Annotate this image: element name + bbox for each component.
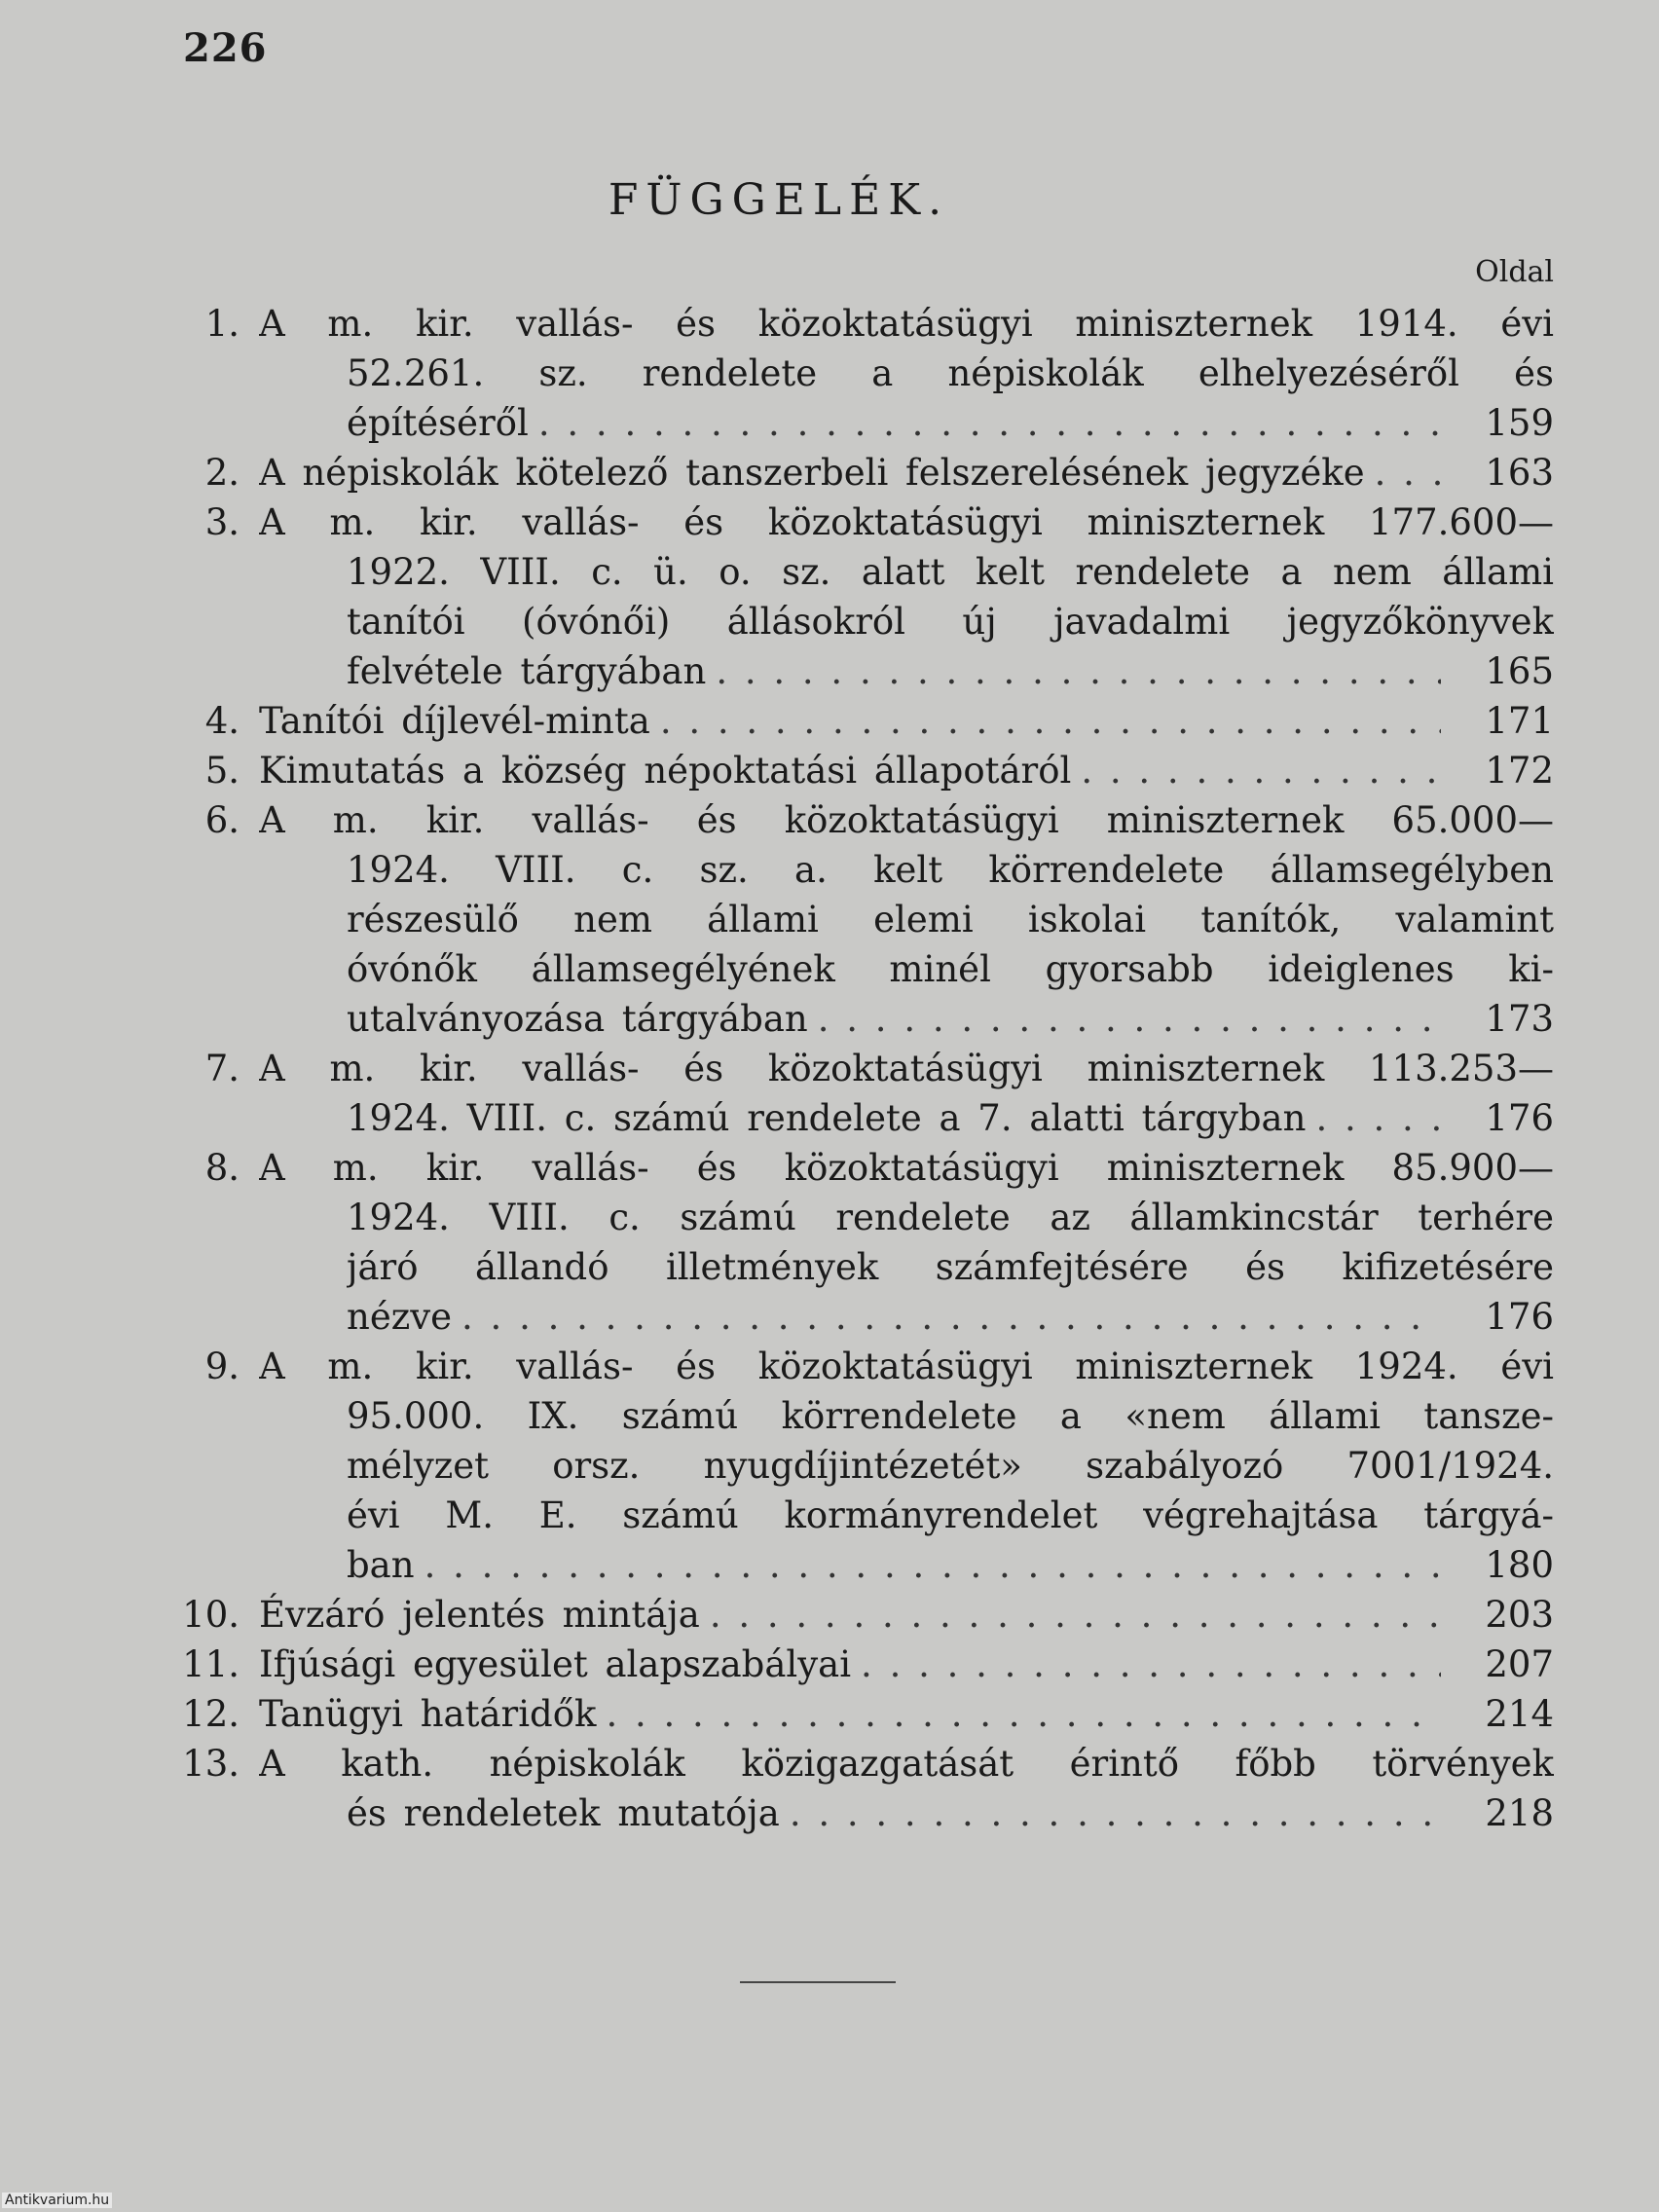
toc-entry-text: évi M. E. számú kormányrendelet végrehajtása tárgyá-	[347, 1494, 1554, 1536]
toc-entry	[166, 1342, 1554, 1590]
toc-entry-text-final: utalványozása tárgyában	[347, 998, 808, 1040]
toc-page-number: 203	[1485, 1594, 1554, 1636]
page-column-header: Oldal	[1475, 255, 1554, 289]
toc-entry-text-final: 1924. VIII. c. számú rendelete a 7. alatti tárgyban	[347, 1097, 1307, 1139]
toc-entry-text: tanítói (óvónői) állásokról új javadalmi jegyzőkönyvek	[347, 601, 1554, 643]
toc-entry	[166, 1739, 1554, 1838]
toc-line	[166, 895, 1554, 944]
toc-line	[166, 845, 1554, 895]
toc-entry-text: részesülő nem állami elemi iskolai tanítók, valamint	[347, 899, 1554, 940]
toc-entry-text	[259, 1590, 1441, 1640]
dot-leader	[710, 1590, 1441, 1640]
toc-entry-text-final: felvétele tárgyában	[347, 650, 707, 692]
toc-entry-text: A m. kir. vallás- és közoktatásügyi miniszternek 85.900—	[259, 1147, 1554, 1189]
toc-entry-number: 8.	[204, 1147, 240, 1189]
toc-entry-number: 4.	[204, 700, 240, 742]
toc-entry	[166, 795, 1554, 1044]
toc-entry-number: 13.	[182, 1743, 240, 1785]
table-of-contents	[166, 299, 1554, 1838]
toc-entry-number: 6.	[204, 799, 240, 841]
toc-line	[166, 1292, 1554, 1342]
toc-entry-text: A kath. népiskolák közigazgatását érintő főbb törvények	[259, 1743, 1554, 1785]
toc-entry-text	[347, 1540, 1441, 1590]
dot-leader	[606, 1689, 1441, 1739]
toc-entry	[166, 299, 1554, 448]
toc-entry-text	[347, 1788, 1441, 1838]
toc-entry	[166, 1640, 1554, 1689]
toc-entry-text: A m. kir. vallás- és közoktatásügyi miniszternek 1924. évi	[259, 1346, 1554, 1387]
toc-line	[166, 1739, 1554, 1788]
toc-line	[166, 1441, 1554, 1491]
toc-entry-text	[259, 1689, 1441, 1739]
toc-line	[166, 1491, 1554, 1540]
toc-entry-text: A m. kir. vallás- és közoktatásügyi miniszternek 65.000—	[259, 799, 1554, 841]
toc-entry-text	[259, 448, 1441, 498]
toc-entry-text: A m. kir. vallás- és közoktatásügyi miniszternek 177.600—	[259, 501, 1554, 543]
toc-entry	[166, 1143, 1554, 1342]
toc-entry-text	[347, 1093, 1441, 1143]
toc-entry-text	[347, 1292, 1441, 1342]
toc-entry-text-final: Kimutatás a község népoktatási állapotáról	[259, 750, 1072, 792]
toc-line	[166, 1342, 1554, 1391]
toc-entry-text-final: Évzáró jelentés mintája	[259, 1594, 700, 1636]
toc-page-number: 171	[1485, 700, 1554, 742]
toc-entry-text: 1924. VIII. c. számú rendelete az államkincstár terhére	[347, 1197, 1554, 1238]
toc-entry-text-final: nézve	[347, 1296, 453, 1338]
toc-line	[166, 944, 1554, 994]
toc-line	[166, 398, 1554, 448]
toc-line	[166, 1590, 1554, 1640]
toc-page-number: 180	[1485, 1544, 1554, 1586]
toc-entry-text: 1922. VIII. c. ü. o. sz. alatt kelt rendelete a nem állami	[347, 551, 1554, 593]
toc-line	[166, 696, 1554, 746]
toc-line	[166, 746, 1554, 795]
toc-entry	[166, 696, 1554, 746]
toc-entry-text-final: építéséről	[347, 402, 529, 444]
toc-page-number: 214	[1485, 1693, 1554, 1735]
toc-entry-number: 10.	[182, 1594, 240, 1636]
toc-entry-text-final: Tanügyi határidők	[259, 1693, 597, 1735]
toc-line	[166, 597, 1554, 646]
toc-page-number: 172	[1485, 750, 1554, 792]
watermark: Antikvarium.hu	[2, 2193, 112, 2208]
toc-entry-text: mélyzet orsz. nyugdíjintézetét» szabályozó 7001/1924.	[347, 1445, 1554, 1487]
dot-leader	[461, 1292, 1441, 1342]
toc-page-number: 218	[1485, 1792, 1554, 1834]
page-number: 226	[183, 25, 268, 71]
toc-entry-number: 2.	[204, 452, 240, 494]
dot-leader	[790, 1788, 1441, 1838]
toc-entry-text: óvónők államsegélyének minél gyorsabb ideiglenes ki-	[347, 948, 1554, 990]
dot-leader	[1375, 448, 1441, 498]
toc-entry-text: járó állandó illetmények számfejtésére és kifizetésére	[347, 1246, 1554, 1288]
toc-line	[166, 349, 1554, 398]
toc-entry-text-final: A népiskolák kötelező tanszerbeli felszerelésének jegyzéke	[259, 452, 1365, 494]
toc-page-number: 176	[1485, 1296, 1554, 1338]
toc-page-number: 165	[1485, 650, 1554, 692]
toc-entry-text	[259, 696, 1441, 746]
toc-line	[166, 1640, 1554, 1689]
toc-entry-text	[347, 646, 1441, 696]
toc-page-number: 207	[1485, 1643, 1554, 1685]
page-title: FÜGGELÉK.	[608, 175, 950, 225]
dot-leader	[538, 398, 1441, 448]
toc-line	[166, 547, 1554, 597]
toc-entry	[166, 746, 1554, 795]
toc-entry-text	[259, 746, 1441, 795]
dot-leader	[861, 1640, 1441, 1689]
toc-entry-number: 11.	[182, 1643, 240, 1685]
toc-entry-number: 1.	[204, 303, 240, 345]
toc-entry-number: 12.	[182, 1693, 240, 1735]
toc-entry	[166, 1044, 1554, 1143]
toc-entry-number: 5.	[204, 750, 240, 792]
toc-line	[166, 1689, 1554, 1739]
toc-entry	[166, 1689, 1554, 1739]
dot-leader	[716, 646, 1441, 696]
divider-rule	[740, 1981, 896, 1983]
toc-entry-text-final: ban	[347, 1544, 415, 1586]
toc-line	[166, 1242, 1554, 1292]
toc-line	[166, 646, 1554, 696]
toc-line	[166, 448, 1554, 498]
toc-entry-text	[347, 398, 1441, 448]
toc-entry-text-final: Tanítói díjlevél-minta	[259, 700, 650, 742]
dot-leader	[660, 696, 1441, 746]
toc-entry-text: A m. kir. vallás- és közoktatásügyi miniszternek 113.253—	[259, 1048, 1554, 1089]
dot-leader	[1081, 746, 1441, 795]
toc-line	[166, 1540, 1554, 1590]
toc-line	[166, 299, 1554, 349]
toc-entry-text	[347, 994, 1441, 1044]
toc-line	[166, 1193, 1554, 1242]
toc-entry-text-final: Ifjúsági egyesület alapszabályai	[259, 1643, 852, 1685]
toc-line	[166, 1391, 1554, 1441]
toc-line	[166, 795, 1554, 845]
toc-line	[166, 498, 1554, 547]
toc-entry-text: 95.000. IX. számú körrendelete a «nem állami tansze-	[347, 1395, 1554, 1437]
toc-page-number: 176	[1485, 1097, 1554, 1139]
toc-entry-text-final: és rendeletek mutatója	[347, 1792, 780, 1834]
dot-leader	[1315, 1093, 1441, 1143]
toc-line	[166, 994, 1554, 1044]
toc-line	[166, 1788, 1554, 1838]
toc-line	[166, 1143, 1554, 1193]
toc-entry-number: 3.	[204, 501, 240, 543]
toc-entry-number: 9.	[204, 1346, 240, 1387]
toc-page-number: 163	[1485, 452, 1554, 494]
toc-entry-number: 7.	[204, 1048, 240, 1089]
dot-leader	[818, 994, 1441, 1044]
toc-entry-text: 1924. VIII. c. sz. a. kelt körrendelete államsegélyben	[347, 849, 1554, 891]
toc-page-number: 173	[1485, 998, 1554, 1040]
toc-page-number: 159	[1485, 402, 1554, 444]
toc-entry-text	[259, 1640, 1441, 1689]
toc-entry	[166, 448, 1554, 498]
dot-leader	[424, 1540, 1441, 1590]
toc-entry-text: A m. kir. vallás- és közoktatásügyi miniszternek 1914. évi	[259, 303, 1554, 345]
toc-line	[166, 1044, 1554, 1093]
toc-entry	[166, 498, 1554, 696]
toc-line	[166, 1093, 1554, 1143]
toc-entry-text: 52.261. sz. rendelete a népiskolák elhelyezéséről és	[347, 352, 1554, 394]
toc-entry	[166, 1590, 1554, 1640]
